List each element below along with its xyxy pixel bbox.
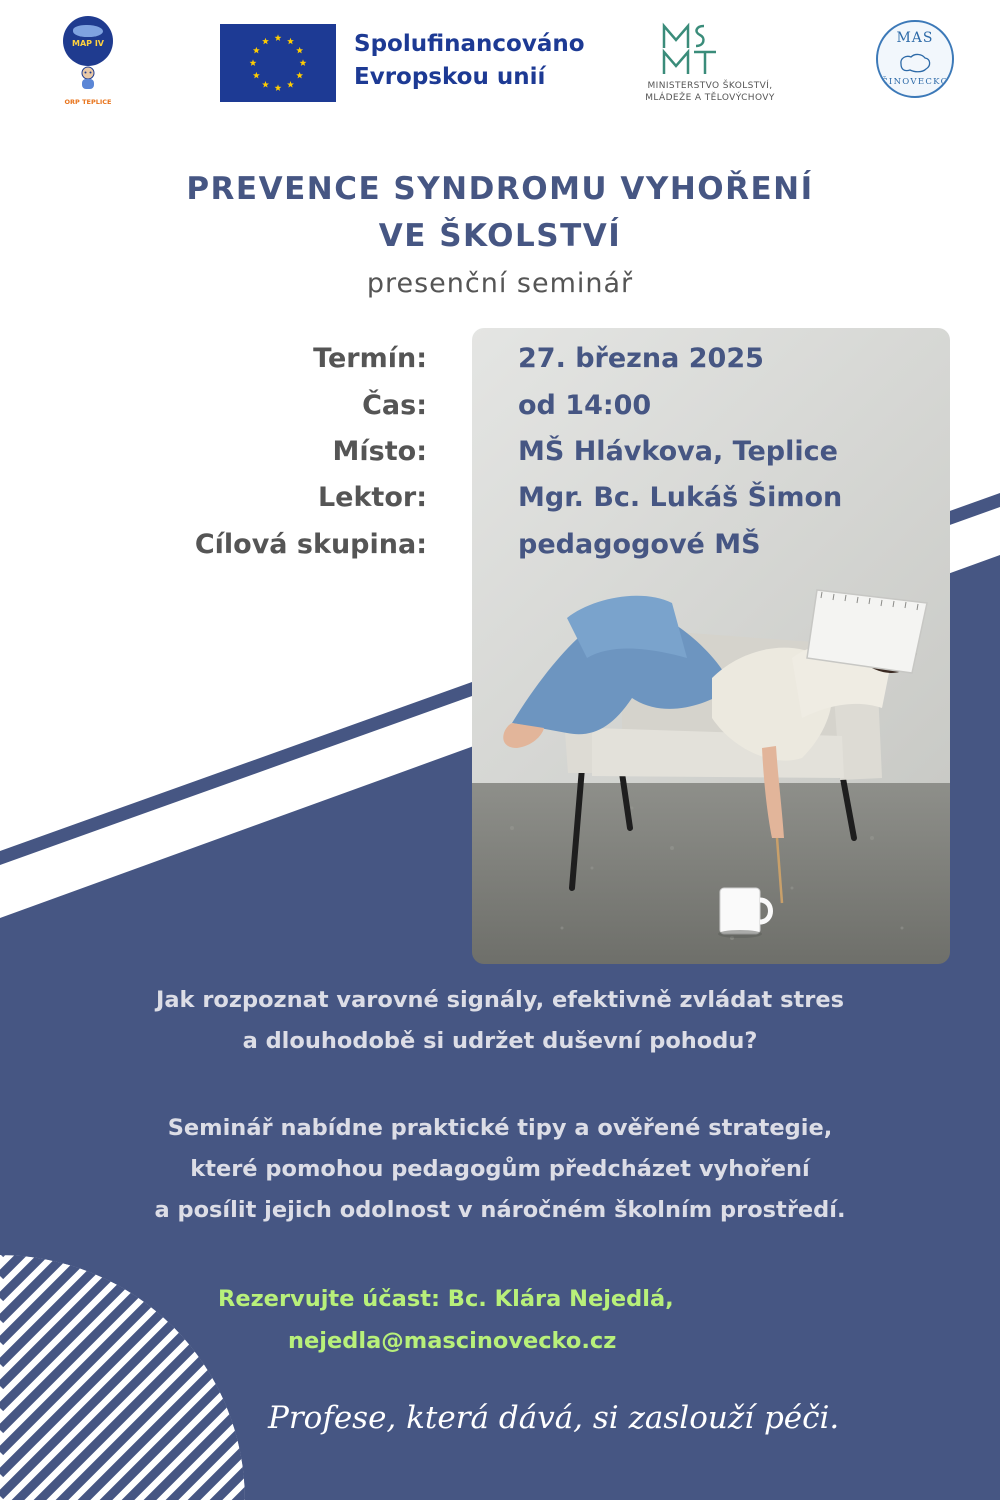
detail-label-date: Termín: (313, 343, 427, 374)
msmt-line1: MINISTERSTVO ŠKOLSTVÍ, (647, 81, 773, 91)
seminar-photo (472, 328, 950, 964)
eu-flag-logo (220, 24, 336, 102)
detail-label-time: Čas: (362, 390, 427, 421)
title-line1: PREVENCE SYNDROMU VYHOŘENÍ (186, 171, 814, 207)
question-line1: Jak rozpoznat varovné signály, efektivně zvládat stres (155, 987, 844, 1013)
eu-text-line2: Evropskou unií (354, 64, 546, 90)
page-title (0, 166, 1000, 260)
detail-value-target-group: pedagogové MŠ (518, 529, 761, 560)
description-line2: které pomohou pedagogům předcházet vyhoření (190, 1156, 810, 1182)
mas-cinovecko-logo (876, 20, 954, 98)
detail-label-place: Místo: (332, 436, 427, 467)
eu-cofinanced-text (354, 28, 585, 94)
title-line2: VE ŠKOLSTVÍ (378, 218, 622, 254)
reservation-email-link[interactable]: nejedla@mascinovecko.cz (288, 1328, 617, 1354)
detail-label-lecturer: Lektor: (317, 482, 427, 513)
msmt-monogram-icon (660, 22, 720, 78)
description-paragraph (0, 1108, 1000, 1231)
question-paragraph (0, 980, 1000, 1062)
mas-bottom-text: ČINOVECKO (881, 77, 949, 87)
person-figure-icon (76, 66, 100, 92)
mas-top-text: MAS (896, 30, 934, 46)
description-line1: Seminář nabídne praktické tipy a ověřené strategie, (167, 1115, 833, 1141)
msmt-caption (620, 80, 800, 104)
msmt-logo (612, 22, 802, 110)
map-badge-text: MAP IV (72, 39, 104, 48)
detail-value-place: MŠ Hlávkova, Teplice (518, 436, 838, 467)
detail-value-lecturer: Mgr. Bc. Lukáš Šimon (518, 482, 843, 513)
detail-label-target-group: Cílová skupina: (194, 529, 427, 560)
map-iv-logo (60, 16, 116, 106)
description-line3: a posílit jejich odolnost v náročném školním prostředí. (154, 1197, 846, 1223)
eu-text-line1: Spolufinancováno (354, 31, 585, 57)
detail-value-date: 27. března 2025 (518, 343, 764, 374)
map-caption: ORP TEPLICE (64, 98, 112, 106)
detail-value-time: od 14:00 (518, 390, 652, 421)
region-map-icon (898, 52, 932, 74)
msmt-line2: MLÁDEŽE A TĚLOVÝCHOVY (645, 93, 775, 103)
subtitle: presenční seminář (366, 268, 634, 299)
map-badge-icon (63, 16, 113, 66)
reservation-contact: Rezervujte účast: Bc. Klára Nejedlá, (218, 1286, 674, 1312)
question-line2: a dlouhodobě si udržet duševní pohodu? (242, 1028, 758, 1054)
slogan: Profese, která dává, si zaslouží péči. (268, 1400, 840, 1436)
exhausted-woman-armchair-illustration (472, 328, 950, 964)
eu-stars-icon (220, 24, 336, 102)
